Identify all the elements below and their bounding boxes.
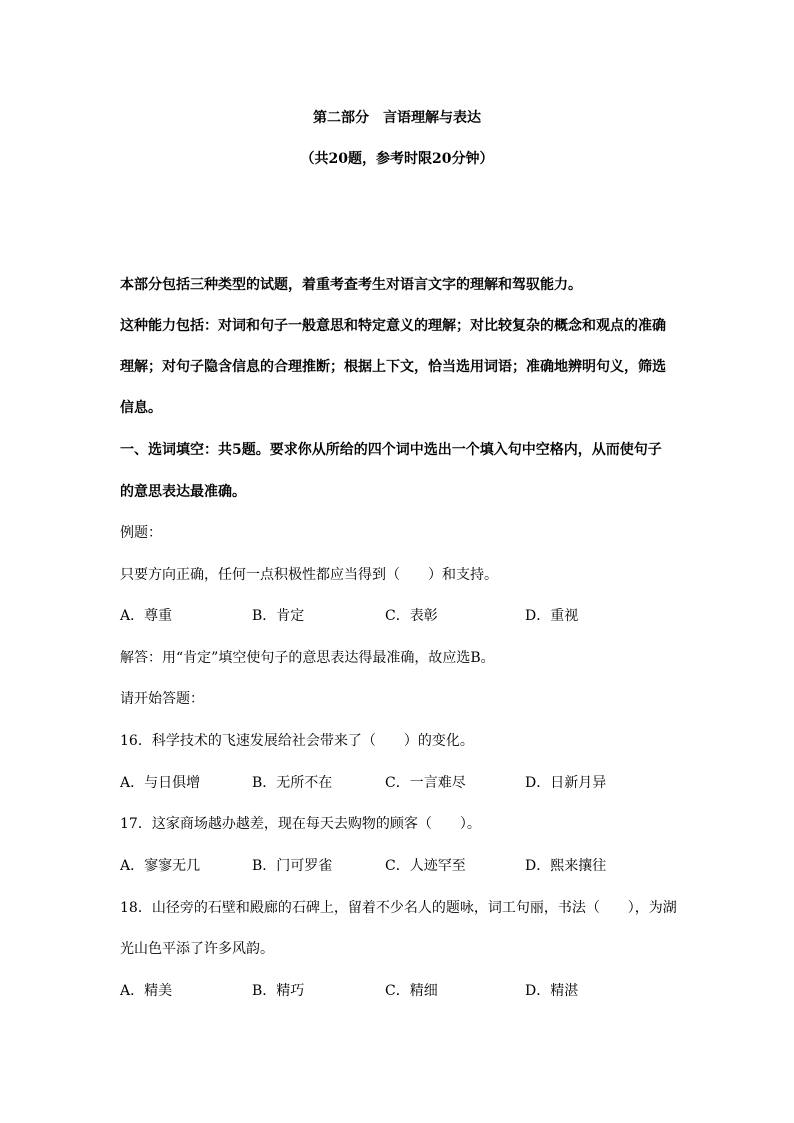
option-b: B．肯定 <box>252 608 305 624</box>
page-subtitle: （共20题，参考时限20分钟） <box>300 151 494 167</box>
example-label: 例题： <box>120 525 162 541</box>
option-c: C．一言难尽 <box>385 775 466 791</box>
example-question: 只要方向正确，任何一点积极性都应当得到（ ）和支持。 <box>120 567 498 583</box>
question-18-text-line-2: 光山色平添了许多风韵。 <box>120 941 274 957</box>
intro-line-3: 理解；对句子隐含信息的合理推断；根据上下文，恰当选用词语；准确地辨明句义，筛选 <box>120 359 666 375</box>
option-a: A．尊重 <box>120 608 173 624</box>
option-d: D．精湛 <box>525 983 579 999</box>
option-b: B．门可罗雀 <box>252 858 333 874</box>
start-label: 请开始答题： <box>120 691 204 707</box>
option-d: D．重视 <box>525 608 579 624</box>
option-a: A．寥寥无几 <box>120 858 201 874</box>
option-d: D．日新月异 <box>525 775 607 791</box>
option-c: C．表彰 <box>385 608 438 624</box>
section-heading-line-2: 的意思表达最准确。 <box>120 484 246 500</box>
option-b: B．无所不在 <box>252 775 333 791</box>
option-a: A．与日俱增 <box>120 775 201 791</box>
example-answer: 解答：用“肯定”填空使句子的意思表达得最准确，故应选B。 <box>120 650 495 666</box>
page-title: 第二部分 言语理解与表达 <box>313 110 481 126</box>
intro-line-2: 这种能力包括：对词和句子一般意思和特定意义的理解；对比较复杂的概念和观点的准确 <box>120 318 666 334</box>
question-18-text-line-1: 18．山径旁的石壁和殿廊的石碑上，留着不少名人的题咏，词工句丽，书法（ ），为湖 <box>120 900 677 916</box>
option-d: D．熙来攘往 <box>525 858 607 874</box>
option-a: A．精美 <box>120 983 173 999</box>
question-17-text: 17．这家商场越办越差，现在每天去购物的顾客（ ）。 <box>120 816 481 832</box>
intro-line-1: 本部分包括三种类型的试题，着重考查考生对语言文字的理解和驾驭能力。 <box>120 277 582 293</box>
section-heading-line-1: 一、选词填空：共5题。要求你从所给的四个词中选出一个填入句中空格内，从而使句子 <box>120 442 662 458</box>
question-16-text: 16．科学技术的飞速发展给社会带来了（ ）的变化。 <box>120 733 474 749</box>
intro-line-4: 信息。 <box>120 400 162 416</box>
option-c: C．精细 <box>385 983 438 999</box>
option-c: C．人迹罕至 <box>385 858 466 874</box>
option-b: B．精巧 <box>252 983 305 999</box>
